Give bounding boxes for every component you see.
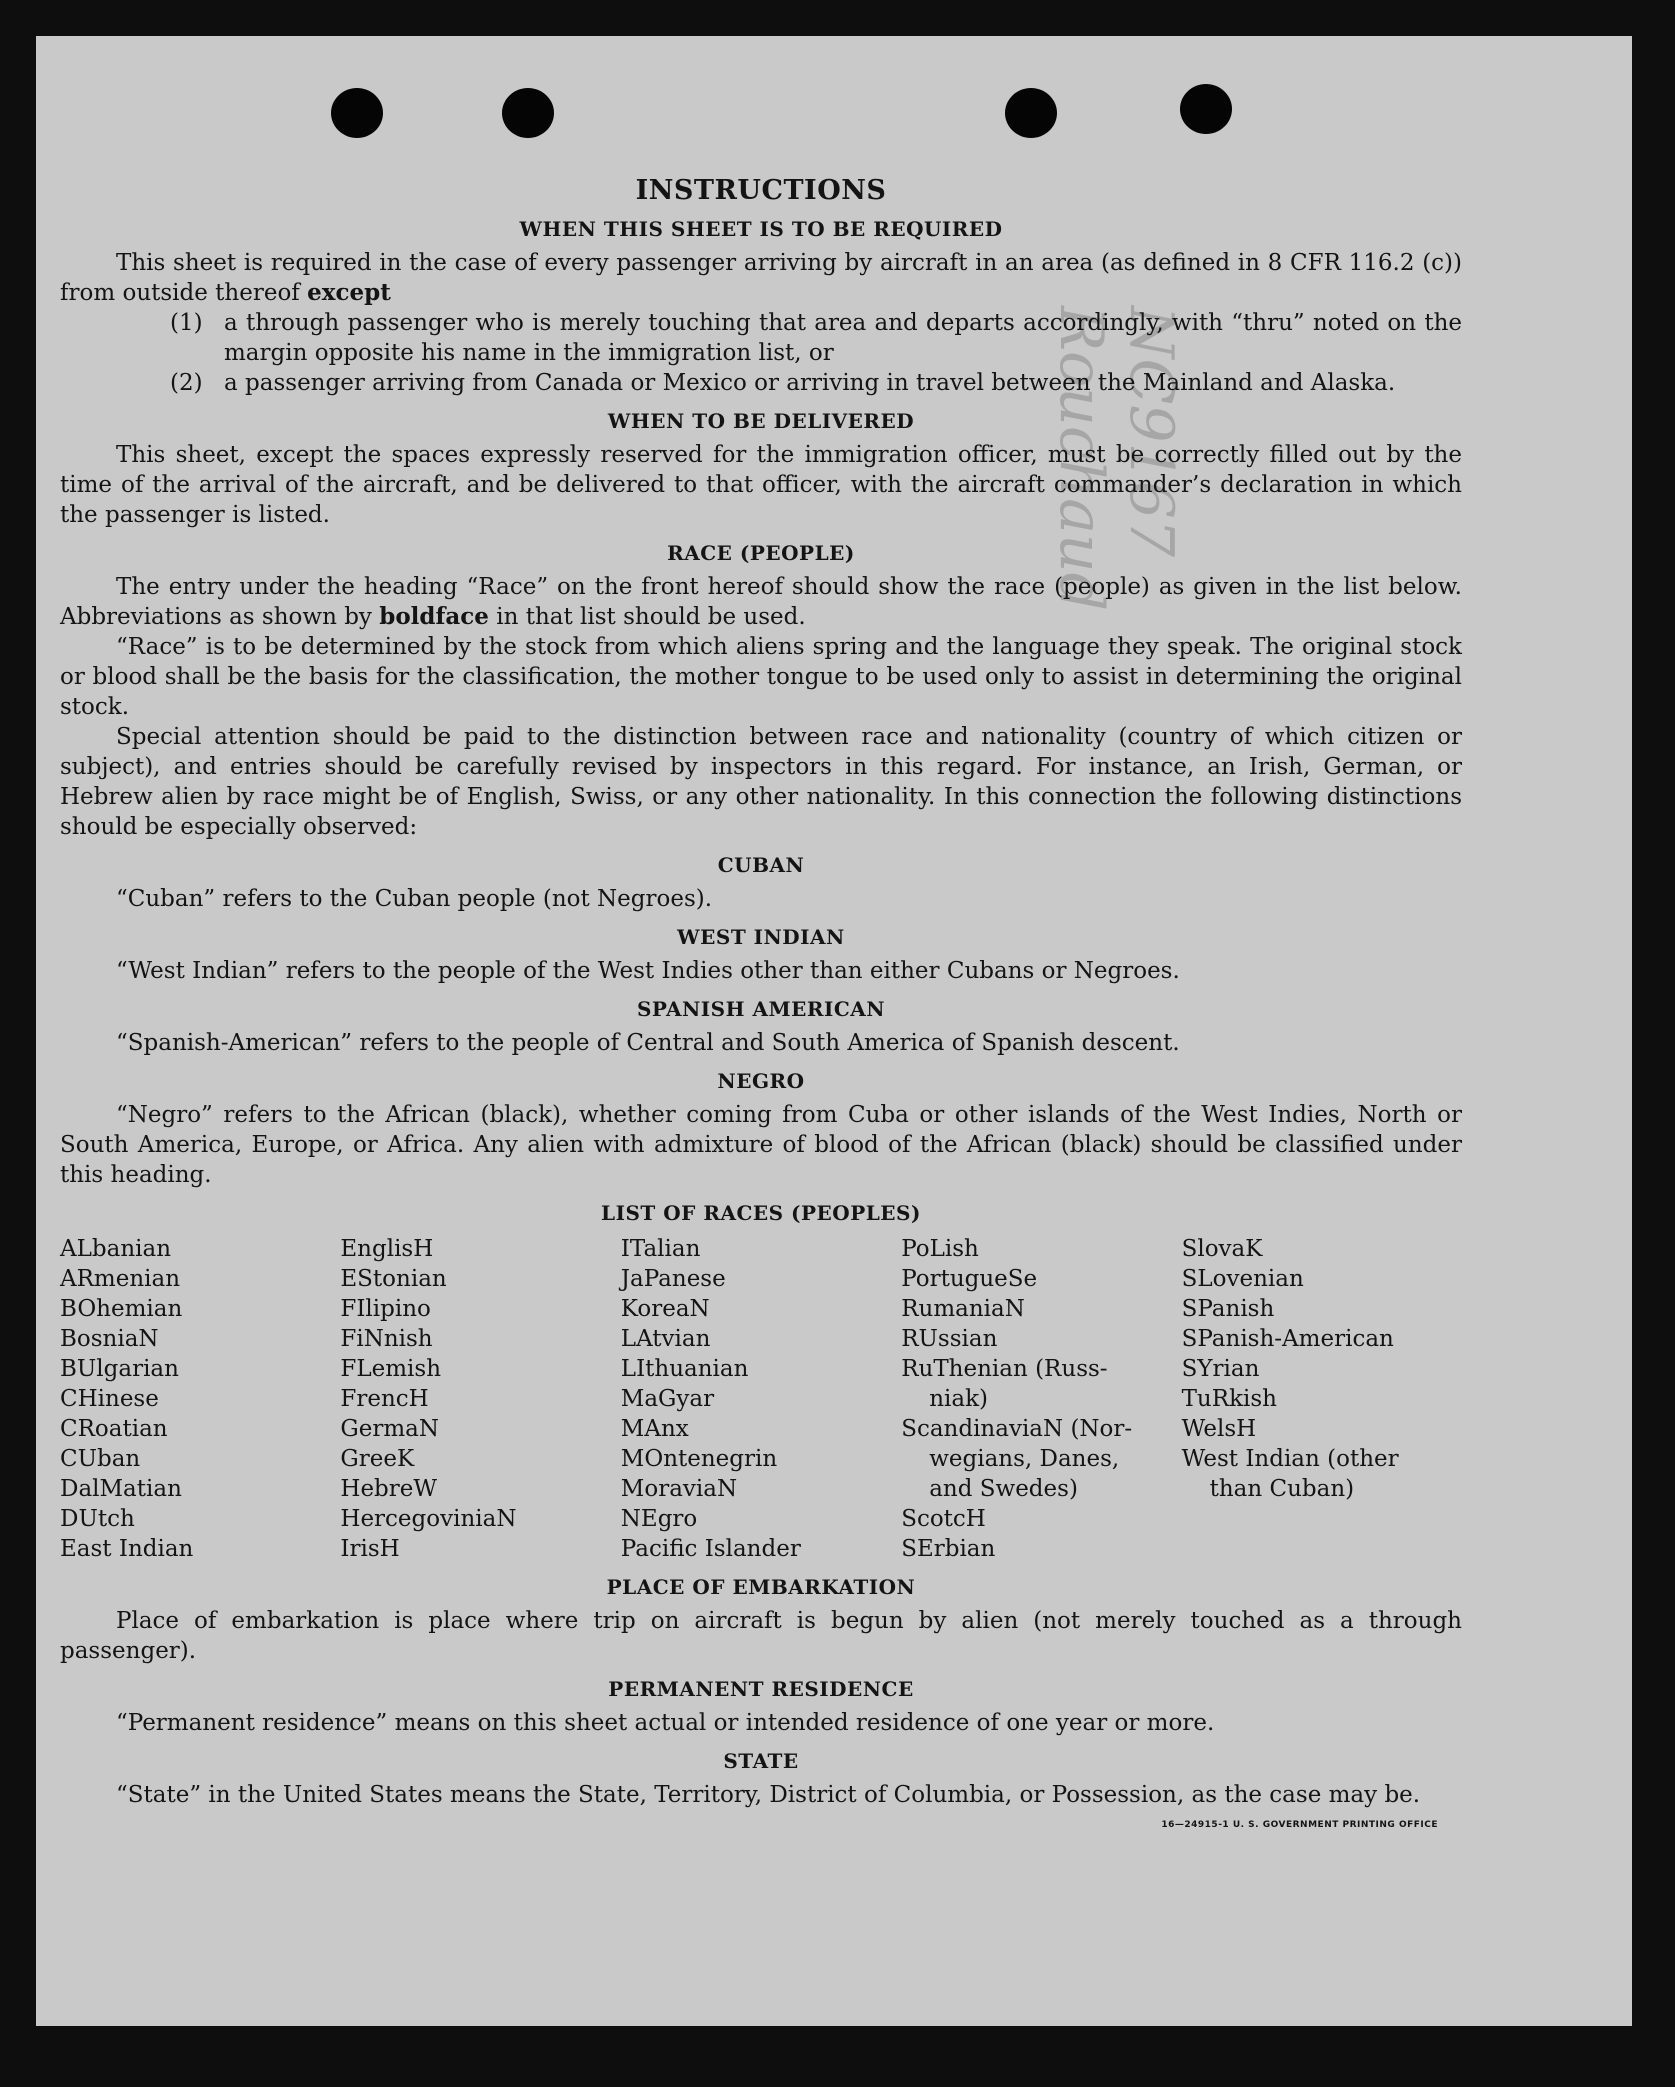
race-paragraph-3: Special attention should be paid to the distinction between race and nationality (country of which citizen or subject), and entries should be carefully revised by inspectors in this regard. For instance, an Irish, German, or Hebrew alien by race might be of English, Swiss, or any other nationality. In this connection the following distinctions should be especially observed: [60,724,1462,840]
document-page [36,36,1632,2026]
race-column [60,1234,340,1564]
punch-hole [1180,84,1232,134]
race-entry: FLemish [340,1356,442,1382]
when-required-intro: This sheet is required in the case of every passenger arriving by aircraft in an area (as defined in 8 CFR 116.2 (c)) from outside thereof except [60,250,1462,306]
race-column [621,1234,901,1564]
race-entry: ALbanian [60,1236,172,1262]
race-entry: LIthuanian [620,1356,749,1382]
spanish-american-text: “Spanish-American” refers to the people of Central and South America of Spanish descent. [116,1030,1180,1056]
heading-west-indian: WEST INDIAN [677,925,845,949]
race-entry: RUssian [901,1326,998,1352]
page-title: INSTRUCTIONS [635,175,887,206]
footer [60,1810,1462,1840]
heading-list-of-races: LIST OF RACES (PEOPLES) [601,1201,921,1225]
state-text: “State” in the United States means the State, Territory, District of Columbia, or Possession, as the case may be. [116,1782,1421,1808]
race-entry: and Swedes) [929,1476,1078,1502]
race-column [1182,1234,1462,1564]
race-entry: EStonian [340,1266,447,1292]
exception-item: (1) a through passenger who is merely touching that area and departs accordingly, with “thru” noted on the margin opposite his name in the immigration list, or [170,310,1462,366]
race-entry: SPanish-American [1181,1326,1394,1352]
heading-when-delivered: WHEN TO BE DELIVERED [607,409,915,433]
race-entry: than Cuban) [1209,1476,1355,1502]
exception-item: (2) a passenger arriving from Canada or Mexico or arriving in travel between the Mainland and Alaska. [170,370,1396,396]
race-entry: DalMatian [60,1476,182,1502]
heading-spanish-american: SPANISH AMERICAN [636,997,886,1021]
race-entry: BUlgarian [60,1356,179,1382]
handwritten-annotation: NC9167 Rouchaud [1046,306,1186,612]
race-entry: FIlipino [340,1296,431,1322]
heading-when-required: WHEN THIS SHEET IS TO BE REQUIRED [519,217,1003,241]
embarkation-text: Place of embarkation is place where trip on aircraft is begun by alien (not merely touched as a through passenger). [60,1608,1462,1664]
heading-embarkation: PLACE OF EMBARKATION [606,1575,916,1599]
printer-code: 16—24915-1 U. S. GOVERNMENT PRINTING OFFICE [1161,1820,1438,1830]
race-entry: RumaniaN [901,1296,1025,1322]
race-entry: East Indian [60,1536,194,1562]
race-entry: MoraviaN [620,1476,738,1502]
race-entry: PoLish [901,1236,979,1262]
race-entry: Pacific Islander [620,1536,801,1562]
race-entry: IrisH [340,1536,400,1562]
west-indian-text: “West Indian” refers to the people of the West Indies other than either Cubans or Negroes. [116,958,1180,984]
race-entry: GreeK [340,1446,415,1472]
race-entry: KoreaN [620,1296,710,1322]
race-entry: HercegoviniaN [340,1506,517,1532]
race-entry: SPanish [1181,1296,1275,1322]
race-entry: SYrian [1181,1356,1260,1382]
race-entry: MOntenegrin [620,1446,778,1472]
race-entry: TuRkish [1181,1386,1277,1412]
race-entry: niak) [929,1386,988,1412]
race-entry: FrencH [340,1386,429,1412]
race-entry: MaGyar [620,1386,715,1412]
punch-hole [502,88,554,138]
heading-state: STATE [723,1749,799,1773]
race-entry: CHinese [60,1386,159,1412]
when-delivered-text: This sheet, except the spaces expressly reserved for the immigration officer, must be correctly filled out by the time of the arrival of the aircraft, and be delivered to that officer, with the aircraft commander’s declaration in which the passenger is listed. [60,442,1462,528]
race-entry: JaPanese [620,1266,726,1292]
race-entry: DUtch [60,1506,135,1532]
race-entry: BOhemian [60,1296,183,1322]
race-column [340,1234,620,1564]
heading-permanent-residence: PERMANENT RESIDENCE [608,1677,914,1701]
negro-text: “Negro” refers to the African (black), whether coming from Cuba or other islands of the West Indies, North or South America, Europe, or Africa. Any alien with admixture of blood of the African (black) should be classified under this heading. [60,1102,1462,1188]
cuban-text: “Cuban” refers to the Cuban people (not Negroes). [116,886,713,912]
instructions-content [60,176,1462,1840]
race-entry: ITalian [620,1236,701,1262]
race-entry: BosniaN [60,1326,159,1352]
race-entry: SErbian [901,1536,996,1562]
heading-race: RACE (PEOPLE) [667,541,855,565]
heading-cuban: CUBAN [717,853,805,877]
race-entry: PortugueSe [901,1266,1038,1292]
race-entry: HebreW [340,1476,438,1502]
race-entry: FiNnish [340,1326,433,1352]
race-entry: ScotcH [901,1506,986,1532]
race-entry: SlovaK [1181,1236,1263,1262]
races-list [60,1234,1462,1564]
race-paragraph-1: The entry under the heading “Race” on the front hereof should show the race (people) as given in the list below. Abbreviations as shown by boldface in that list should be used. [60,574,1462,630]
race-column [901,1234,1181,1564]
race-entry: WelsH [1181,1416,1257,1442]
punch-hole [331,88,383,138]
race-entry: wegians, Danes, [929,1446,1120,1472]
race-entry: ARmenian [60,1266,181,1292]
heading-negro: NEGRO [717,1069,805,1093]
race-paragraph-2: “Race” is to be determined by the stock from which aliens spring and the language they speak. The original stock or blood shall be the basis for the classification, the mother tongue to be used only to assist in determining the original stock. [60,634,1462,720]
race-entry: CUban [60,1446,141,1472]
residence-text: “Permanent residence” means on this sheet actual or intended residence of one year or more. [116,1710,1215,1736]
race-entry: West Indian (other [1181,1446,1399,1472]
race-entry: RuThenian (Russ- [901,1356,1108,1382]
race-entry: NEgro [620,1506,698,1532]
race-entry: GermaN [340,1416,440,1442]
race-entry: MAnx [620,1416,689,1442]
punch-hole [1005,88,1057,138]
race-entry: EnglisH [340,1236,434,1262]
race-entry: SLovenian [1181,1266,1304,1292]
race-entry: LAtvian [620,1326,711,1352]
race-entry: CRoatian [60,1416,168,1442]
race-entry: ScandinaviaN (Nor- [901,1416,1133,1442]
